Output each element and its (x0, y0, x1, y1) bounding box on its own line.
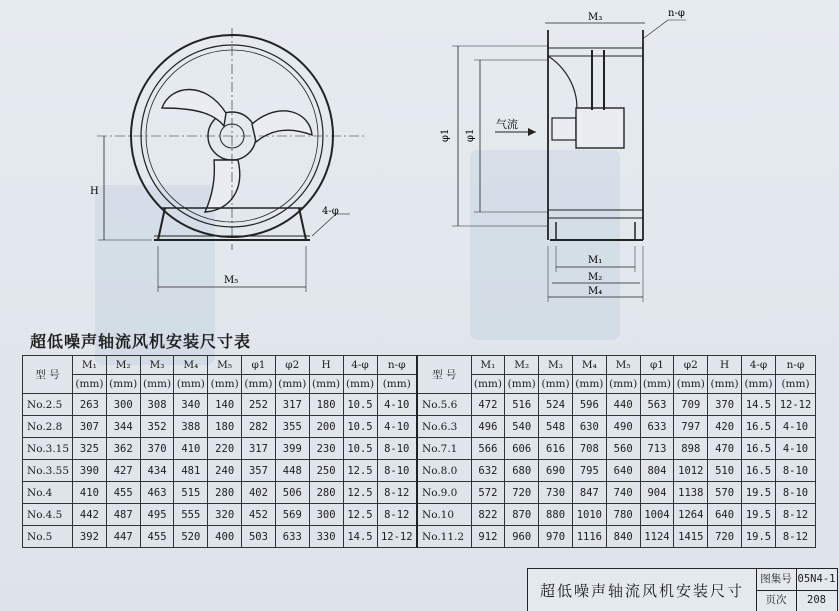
value-cell: 180 (208, 416, 242, 438)
value-cell: 566 (471, 438, 505, 460)
value-cell: 630 (572, 416, 606, 438)
value-cell: 4-10 (377, 416, 417, 438)
header-6: φ1 (242, 356, 276, 375)
header-10: n-φ (776, 356, 816, 375)
value-cell: 19.5 (742, 526, 776, 548)
value-cell: 616 (539, 438, 573, 460)
table-row (23, 460, 816, 482)
value-cell: 490 (606, 416, 640, 438)
unit-cell: (mm) (106, 375, 140, 394)
value-cell: 352 (140, 416, 174, 438)
value-cell: 515 (174, 482, 208, 504)
unit-cell: (mm) (174, 375, 208, 394)
value-cell: 780 (606, 504, 640, 526)
value-cell: 200 (309, 416, 343, 438)
value-cell: 1264 (674, 504, 708, 526)
front-view (97, 28, 366, 292)
dim-4phi-label: 4-φ (322, 206, 339, 217)
value-cell: 503 (242, 526, 276, 548)
dim-nphi-label: n-φ (668, 8, 685, 19)
header-2: M₂ (106, 356, 140, 375)
header-8: H (309, 356, 343, 375)
value-cell: 8-10 (377, 438, 417, 460)
value-cell: 14.5 (742, 394, 776, 416)
dim-m2-label: M₂ (588, 272, 603, 283)
value-cell: 596 (572, 394, 606, 416)
model-cell: No.10 (417, 504, 471, 526)
table-row (23, 394, 816, 416)
value-cell: 496 (471, 416, 505, 438)
unit-cell: (mm) (140, 375, 174, 394)
model-cell: No.8.0 (417, 460, 471, 482)
value-cell: 720 (505, 482, 539, 504)
value-cell: 362 (106, 438, 140, 460)
model-cell: No.5.6 (417, 394, 471, 416)
value-cell: 633 (275, 526, 309, 548)
unit-cell: (mm) (640, 375, 674, 394)
value-cell: 320 (208, 504, 242, 526)
header-2: M₂ (505, 356, 539, 375)
value-cell: 455 (106, 482, 140, 504)
unit-cell: (mm) (343, 375, 377, 394)
header-3: M₃ (140, 356, 174, 375)
model-cell: No.2.5 (23, 394, 73, 416)
value-cell: 370 (708, 394, 742, 416)
value-cell: 263 (73, 394, 107, 416)
value-cell: 427 (106, 460, 140, 482)
value-cell: 720 (708, 526, 742, 548)
page-number-value: 208 (807, 594, 826, 606)
title-block-title: 超低噪声轴流风机安装尺寸 (528, 569, 757, 611)
value-cell: 400 (208, 526, 242, 548)
side-view (452, 20, 686, 302)
value-cell: 12.5 (343, 504, 377, 526)
value-cell: 307 (73, 416, 107, 438)
value-cell: 8-12 (776, 504, 816, 526)
value-cell: 452 (242, 504, 276, 526)
value-cell: 570 (708, 482, 742, 504)
dim-m4-label: M₄ (588, 286, 603, 297)
header-7: φ2 (275, 356, 309, 375)
value-cell: 10.5 (343, 438, 377, 460)
value-cell: 410 (73, 482, 107, 504)
value-cell: 8-10 (377, 460, 417, 482)
value-cell: 280 (208, 482, 242, 504)
atlas-number-label: 图集号 (756, 569, 797, 590)
value-cell: 140 (208, 394, 242, 416)
dim-m3-label: M₃ (588, 12, 603, 23)
value-cell: 180 (309, 394, 343, 416)
value-cell: 4-10 (377, 394, 417, 416)
value-cell: 447 (106, 526, 140, 548)
value-cell: 847 (572, 482, 606, 504)
value-cell: 516 (505, 394, 539, 416)
dimension-table (22, 355, 816, 548)
unit-cell: (mm) (275, 375, 309, 394)
value-cell: 8-12 (377, 504, 417, 526)
header-model: 型 号 (417, 356, 471, 394)
value-cell: 250 (309, 460, 343, 482)
header-8: H (708, 356, 742, 375)
header-9: 4-φ (742, 356, 776, 375)
value-cell: 1415 (674, 526, 708, 548)
value-cell: 1138 (674, 482, 708, 504)
model-cell: No.7.1 (417, 438, 471, 460)
unit-cell: (mm) (208, 375, 242, 394)
dim-m1-label: M₁ (588, 255, 603, 266)
page-number-row (756, 590, 837, 611)
value-cell: 330 (309, 526, 343, 548)
value-cell: 340 (174, 394, 208, 416)
value-cell: 870 (505, 504, 539, 526)
value-cell: 1010 (572, 504, 606, 526)
dim-h-label: H (90, 186, 99, 197)
value-cell: 282 (242, 416, 276, 438)
atlas-number-value: 05N4-1 (797, 573, 836, 585)
table-row (23, 438, 816, 460)
header-9: 4-φ (343, 356, 377, 375)
page-number-label: 页次 (756, 590, 797, 611)
value-cell: 572 (471, 482, 505, 504)
value-cell: 317 (242, 438, 276, 460)
value-cell: 606 (505, 438, 539, 460)
header-7: φ2 (674, 356, 708, 375)
value-cell: 325 (73, 438, 107, 460)
value-cell: 970 (539, 526, 573, 548)
value-cell: 14.5 (343, 526, 377, 548)
unit-cell: (mm) (742, 375, 776, 394)
value-cell: 797 (674, 416, 708, 438)
airflow-label: 气流 (496, 118, 518, 131)
value-cell: 280 (309, 482, 343, 504)
value-cell: 317 (275, 394, 309, 416)
value-cell: 10.5 (343, 416, 377, 438)
value-cell: 440 (606, 394, 640, 416)
value-cell: 12.5 (343, 460, 377, 482)
value-cell: 402 (242, 482, 276, 504)
value-cell: 1004 (640, 504, 674, 526)
value-cell: 795 (572, 460, 606, 482)
value-cell: 390 (73, 460, 107, 482)
model-cell: No.6.3 (417, 416, 471, 438)
model-cell: No.4.5 (23, 504, 73, 526)
value-cell: 420 (708, 416, 742, 438)
value-cell: 357 (242, 460, 276, 482)
value-cell: 442 (73, 504, 107, 526)
value-cell: 399 (275, 438, 309, 460)
header-5: M₅ (606, 356, 640, 375)
header-4: M₄ (174, 356, 208, 375)
header-5: M₅ (208, 356, 242, 375)
value-cell: 12-12 (377, 526, 417, 548)
value-cell: 1124 (640, 526, 674, 548)
value-cell: 252 (242, 394, 276, 416)
value-cell: 1116 (572, 526, 606, 548)
value-cell: 548 (539, 416, 573, 438)
value-cell: 632 (471, 460, 505, 482)
value-cell: 510 (708, 460, 742, 482)
value-cell: 8-10 (776, 460, 816, 482)
value-cell: 540 (505, 416, 539, 438)
value-cell: 434 (140, 460, 174, 482)
value-cell: 388 (174, 416, 208, 438)
value-cell: 455 (140, 526, 174, 548)
value-cell: 12-12 (776, 394, 816, 416)
value-cell: 10.5 (343, 394, 377, 416)
table-row (23, 526, 816, 548)
model-cell: No.3.15 (23, 438, 73, 460)
value-cell: 4-10 (776, 438, 816, 460)
value-cell: 690 (539, 460, 573, 482)
value-cell: 481 (174, 460, 208, 482)
value-cell: 410 (174, 438, 208, 460)
unit-cell: (mm) (708, 375, 742, 394)
table-row (23, 504, 816, 526)
atlas-number-row (756, 569, 837, 591)
value-cell: 740 (606, 482, 640, 504)
value-cell: 560 (606, 438, 640, 460)
header-model: 型 号 (23, 356, 73, 394)
value-cell: 220 (208, 438, 242, 460)
unit-cell: (mm) (242, 375, 276, 394)
value-cell: 1012 (674, 460, 708, 482)
value-cell: 8-10 (776, 482, 816, 504)
value-cell: 709 (674, 394, 708, 416)
value-cell: 19.5 (742, 504, 776, 526)
table-row (23, 416, 816, 438)
dim-phi1-outer-label: φ1 (440, 128, 451, 142)
unit-cell: (mm) (505, 375, 539, 394)
value-cell: 16.5 (742, 416, 776, 438)
model-cell: No.9.0 (417, 482, 471, 504)
value-cell: 555 (174, 504, 208, 526)
table-header-row (23, 356, 816, 375)
value-cell: 633 (640, 416, 674, 438)
unit-cell: (mm) (539, 375, 573, 394)
header-1: M₁ (471, 356, 505, 375)
value-cell: 308 (140, 394, 174, 416)
unit-cell: (mm) (606, 375, 640, 394)
value-cell: 524 (539, 394, 573, 416)
value-cell: 640 (708, 504, 742, 526)
value-cell: 730 (539, 482, 573, 504)
value-cell: 640 (606, 460, 640, 482)
unit-cell: (mm) (674, 375, 708, 394)
value-cell: 713 (640, 438, 674, 460)
model-cell: No.5 (23, 526, 73, 548)
value-cell: 520 (174, 526, 208, 548)
header-6: φ1 (640, 356, 674, 375)
value-cell: 804 (640, 460, 674, 482)
value-cell: 392 (73, 526, 107, 548)
value-cell: 680 (505, 460, 539, 482)
model-cell: No.11.2 (417, 526, 471, 548)
value-cell: 898 (674, 438, 708, 460)
value-cell: 472 (471, 394, 505, 416)
value-cell: 16.5 (742, 460, 776, 482)
value-cell: 355 (275, 416, 309, 438)
value-cell: 19.5 (742, 482, 776, 504)
unit-cell: (mm) (73, 375, 107, 394)
value-cell: 569 (275, 504, 309, 526)
value-cell: 8-12 (377, 482, 417, 504)
value-cell: 487 (106, 504, 140, 526)
value-cell: 344 (106, 416, 140, 438)
header-10: n-φ (377, 356, 417, 375)
unit-cell: (mm) (572, 375, 606, 394)
dim-m5-label: M₅ (224, 275, 239, 286)
unit-cell: (mm) (776, 375, 816, 394)
value-cell: 370 (140, 438, 174, 460)
unit-cell: (mm) (377, 375, 417, 394)
model-cell: No.2.8 (23, 416, 73, 438)
dim-phi1-inner-label: φ1 (465, 128, 476, 142)
value-cell: 495 (140, 504, 174, 526)
value-cell: 16.5 (742, 438, 776, 460)
value-cell: 506 (275, 482, 309, 504)
value-cell: 230 (309, 438, 343, 460)
table-title: 超低噪声轴流风机安装尺寸表 (30, 332, 252, 351)
value-cell: 4-10 (776, 416, 816, 438)
value-cell: 240 (208, 460, 242, 482)
value-cell: 448 (275, 460, 309, 482)
value-cell: 563 (640, 394, 674, 416)
header-1: M₁ (73, 356, 107, 375)
model-cell: No.3.55 (23, 460, 73, 482)
header-3: M₃ (539, 356, 573, 375)
value-cell: 470 (708, 438, 742, 460)
value-cell: 912 (471, 526, 505, 548)
value-cell: 822 (471, 504, 505, 526)
model-cell: No.4 (23, 482, 73, 504)
value-cell: 904 (640, 482, 674, 504)
value-cell: 300 (106, 394, 140, 416)
title-block (527, 568, 838, 611)
table-row (23, 482, 816, 504)
value-cell: 300 (309, 504, 343, 526)
value-cell: 960 (505, 526, 539, 548)
value-cell: 463 (140, 482, 174, 504)
value-cell: 840 (606, 526, 640, 548)
header-4: M₄ (572, 356, 606, 375)
value-cell: 12.5 (343, 482, 377, 504)
value-cell: 708 (572, 438, 606, 460)
unit-cell: (mm) (471, 375, 505, 394)
value-cell: 8-12 (776, 526, 816, 548)
value-cell: 880 (539, 504, 573, 526)
unit-cell: (mm) (309, 375, 343, 394)
